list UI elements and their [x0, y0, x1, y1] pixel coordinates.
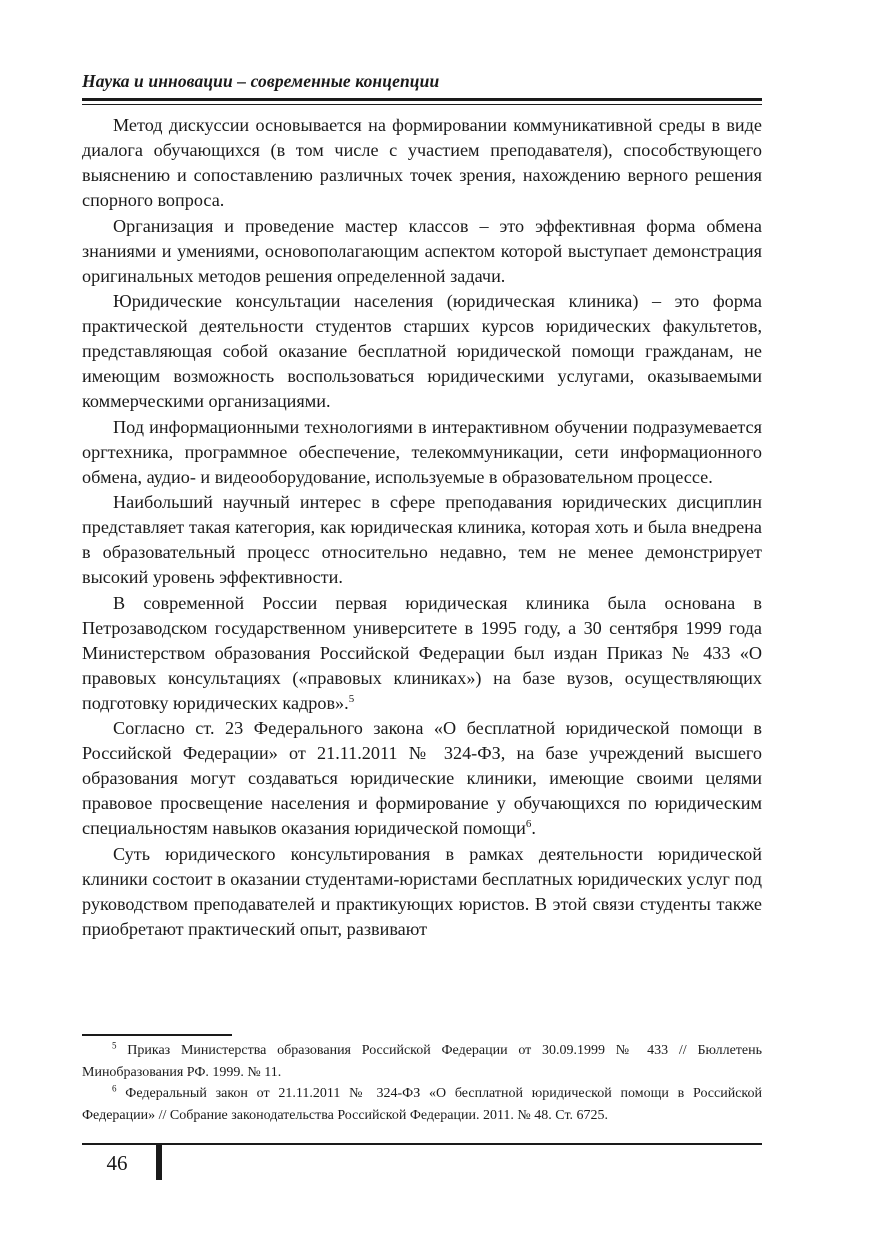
paragraph: Наибольший научный интерес в сфере преподавания юридических дисциплин представляет такая категория, как юридическая клиника, которая хоть и была внедрена в образовательный процесс относительно недавно, тем не менее демонстрирует высокий уровень эффективности.: [82, 492, 762, 587]
footer-rule: [82, 1143, 762, 1145]
header-rule-thick: [82, 98, 762, 101]
footnotes: [82, 1040, 762, 1126]
footnote-ref: 6: [525, 817, 532, 830]
footnote-number: 5: [112, 1040, 117, 1051]
paragraph: Согласно ст. 23 Федерального закона «О бесплатной юридической помощи в Российской Федерации» от 21.11.2011 № 324-ФЗ, на базе учреждений высшего образования могут создаваться юридические клиники, имеющие своими целями правовое просвещение населения и формирование у обучающихся по юридическим специальностям навыков оказания юридической помощи$^6$.: [82, 718, 762, 838]
header-title: Наука и инновации – современные концепции: [82, 71, 440, 91]
footnote-number: 6: [112, 1083, 117, 1094]
paragraph: Метод дискуссии основывается на формировании коммуникативной среды в виде диалога обучающихся (в том числе с участием преподавателя), способствующего выяснению и сопоставлению различных точек зрения, нахождению верного решения спорного вопроса.: [82, 115, 762, 210]
footnote-separator: [82, 1034, 232, 1036]
header-rule-thin: [82, 104, 762, 105]
paragraph: В современной России первая юридическая клиника была основана в Петрозаводском государственном университете в 1995 году, а 30 сентября 1999 года Министерством образования Российской Федерации был издан Приказ № 433 «О правовых консультациях («правовых клиниках») на базе вузов, осуществляющих подготовку юридических кадров».$^5$: [82, 592, 762, 713]
body-text: [82, 113, 762, 942]
running-header: [82, 68, 762, 94]
page-number: 46: [106, 1151, 128, 1175]
footnote: $^6$ Федеральный закон от 21.11.2011 № 324-ФЗ «О бесплатной юридической помощи в Российской Федерации» // Собрание законодательства Российской Федерации. 2011. № 48. Ст. 6725.: [82, 1083, 763, 1123]
paragraph: Под информационными технологиями в интерактивном обучении подразумевается оргтехника, программное обеспечение, телекоммуникации, сети информационного обмена, аудио- и видеооборудование, используемые в образовательном процессе.: [82, 416, 762, 487]
paragraph: Организация и проведение мастер классов – это эффективная форма обмена знаниями и умениями, основополагающим аспектом которой выступает демонстрация оригинальных методов решения определенной задачи.: [82, 215, 762, 286]
page-number-bar: [156, 1144, 162, 1180]
paragraph: Юридические консультации населения (юридическая клиника) – это форма практической деятельности студентов старших курсов юридических факультетов, представляющая собой оказание бесплатной юридической помощи гражданам, не имеющим возможность воспользоваться юридическими услугами, оказываемыми коммерческими организациями.: [82, 291, 762, 411]
footnote: $^5$ Приказ Министерства образования Российской Федерации от 30.09.1999 № 433 // Бюллетень Минобразования РФ. 1999. № 11.: [82, 1040, 762, 1080]
footnote-ref: 5: [348, 692, 355, 705]
paragraph: Суть юридического консультирования в рамках деятельности юридической клиники состоит в оказании студентами-юристами бесплатных юридических услуг под руководством преподавателей и практикующих юристов. В этой связи студенты также приобретают практический опыт, развивают: [82, 843, 762, 939]
